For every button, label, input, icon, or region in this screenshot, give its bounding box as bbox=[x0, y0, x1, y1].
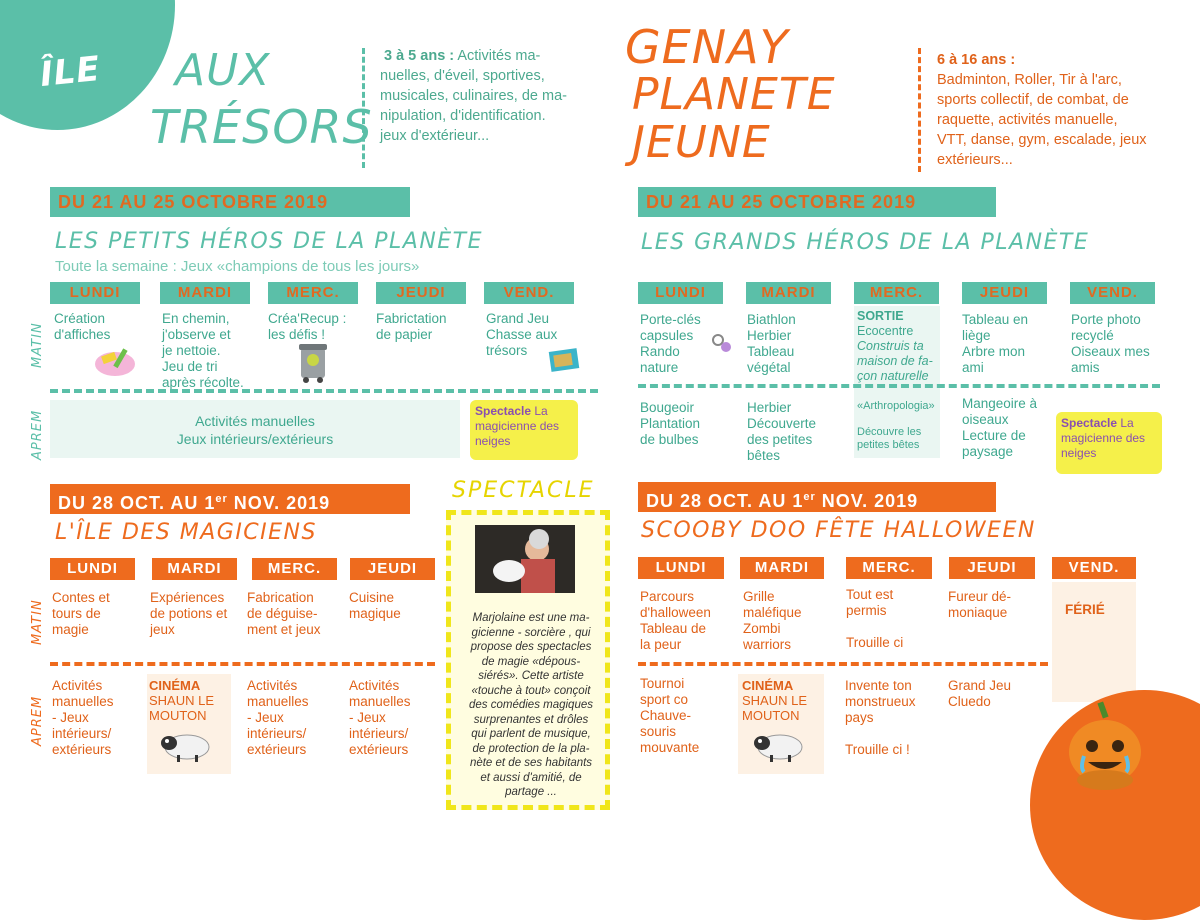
aprem-line: Jeux intérieurs/extérieurs bbox=[176, 431, 334, 447]
activity-line: nature bbox=[640, 360, 679, 375]
day-header: MERC. bbox=[854, 282, 939, 304]
subtitle2-left-week1: Toute la semaine : Jeux «champions de tous les jours» bbox=[55, 258, 420, 275]
date-band-left-week1: DU 21 AU 25 OCTOBRE 2019 bbox=[50, 187, 410, 217]
day-header: VEND. bbox=[1070, 282, 1155, 304]
date-band-right-week2 bbox=[638, 482, 996, 512]
activity-line: Porte-clés bbox=[640, 312, 701, 327]
cinema-label: CINÉMA bbox=[742, 678, 794, 693]
activity-line: j'observe et bbox=[162, 327, 231, 342]
activity-line: pays bbox=[845, 710, 874, 725]
activity-line: permis bbox=[846, 603, 887, 618]
date-band-right-week1: DU 21 AU 25 OCTOBRE 2019 bbox=[638, 187, 996, 217]
activity-cell bbox=[52, 678, 147, 758]
spectacle-heading: SPECTACLE bbox=[452, 478, 595, 503]
cinema-line: SHAUN LE bbox=[149, 693, 215, 708]
activity-line: Découvre les bbox=[857, 426, 922, 438]
intro-right-line: raquette, activités manuelle, bbox=[937, 112, 1118, 128]
activity-line: extérieurs bbox=[349, 742, 409, 757]
activity-line: liège bbox=[962, 328, 991, 343]
activity-line: Grille bbox=[743, 589, 775, 604]
spectacle-line: nète et de ses habitants bbox=[469, 757, 593, 769]
activity-line: je nettoie. bbox=[162, 343, 221, 358]
day-header: JEUDI bbox=[949, 557, 1035, 579]
title-tresors: TRÉSORS bbox=[150, 100, 373, 154]
matin-label: MATIN bbox=[30, 322, 45, 368]
activity-line: Oiseaux mes bbox=[1071, 344, 1150, 359]
spectacle-bold: Spectacle bbox=[1061, 416, 1118, 430]
activity-line: Trouille ci ! bbox=[845, 742, 910, 757]
day-header: MARDI bbox=[152, 558, 237, 580]
activity-line: Fabrication bbox=[247, 590, 314, 605]
activity-line: Activités bbox=[52, 678, 103, 693]
spectacle-text: La magicienne des neiges bbox=[475, 404, 560, 448]
activity-line: Activités bbox=[349, 678, 400, 693]
activity-line: bêtes bbox=[747, 448, 781, 463]
intro-bar-left bbox=[362, 48, 368, 168]
activity-line: jeux bbox=[150, 622, 175, 637]
activity-line: monstrueux bbox=[845, 694, 916, 709]
activity-line: Zombi bbox=[743, 621, 781, 636]
spectacle-line: Marjolaine est une ma- bbox=[472, 612, 590, 624]
activity-cell bbox=[640, 589, 740, 653]
dashed-divider bbox=[638, 662, 1048, 666]
title-aux: AUX bbox=[175, 45, 271, 96]
date-band-sup: er bbox=[215, 493, 228, 505]
day-header: MARDI bbox=[160, 282, 250, 304]
activity-line: capsules bbox=[640, 328, 694, 343]
activity-line: la peur bbox=[640, 637, 682, 652]
intro-left-line: nuelles, d'éveil, sportives, bbox=[380, 68, 545, 84]
intro-right bbox=[937, 50, 1187, 170]
subtitle-right-week1: LES GRANDS HÉROS DE LA PLANÈTE bbox=[641, 230, 1090, 255]
activity-line: paysage bbox=[962, 444, 1014, 459]
activity-line: - Jeux bbox=[349, 710, 386, 725]
activity-line: Tableau en bbox=[962, 312, 1029, 327]
intro-right-line: VTT, danse, gym, escalade, jeux bbox=[937, 132, 1147, 148]
activity-cell bbox=[247, 590, 347, 638]
activity-line: Mangeoire à bbox=[962, 396, 1038, 411]
cinema-cell bbox=[738, 674, 824, 774]
activity-line: trésors bbox=[486, 343, 528, 358]
intro-bar-right bbox=[918, 48, 924, 172]
date-band-sup: er bbox=[803, 491, 816, 503]
activity-cell bbox=[948, 678, 1043, 710]
spectacle-line: des comédies magiques bbox=[468, 699, 593, 711]
spectacle-line: de magie «dépous- bbox=[481, 655, 581, 668]
activity-line: Tableau de bbox=[640, 621, 707, 636]
activity-line: extérieurs bbox=[52, 742, 112, 757]
spectacle-line: propose des spectacles bbox=[470, 641, 592, 653]
activity-cell bbox=[846, 587, 936, 651]
aprem-line: Activités manuelles bbox=[195, 413, 315, 429]
activity-line: Bougeoir bbox=[640, 400, 695, 415]
activity-line: intérieurs/ bbox=[52, 726, 112, 741]
activity-line: Tournoi bbox=[640, 676, 685, 691]
activity-line: de potions et bbox=[150, 606, 228, 621]
activity-line bbox=[846, 619, 936, 635]
activity-cell bbox=[845, 678, 940, 758]
day-header: LUNDI bbox=[638, 557, 724, 579]
day-header: JEUDI bbox=[962, 282, 1047, 304]
spectacle-box-right bbox=[1056, 412, 1162, 474]
activity-line: Activités bbox=[247, 678, 298, 693]
aprem-label: APREM bbox=[30, 695, 45, 746]
dashed-divider bbox=[638, 384, 1160, 388]
day-header: MERC. bbox=[268, 282, 358, 304]
activity-line: Cluedo bbox=[948, 694, 991, 709]
intro-right-age: 6 à 16 ans : bbox=[937, 52, 1016, 68]
activity-line: de bulbes bbox=[640, 432, 699, 447]
activity-cell bbox=[52, 590, 147, 638]
title-planete: PLANETE bbox=[632, 69, 836, 120]
day-header: VEND. bbox=[1052, 557, 1136, 579]
activity-cell bbox=[349, 678, 439, 758]
activity-cell bbox=[162, 311, 262, 391]
activity-line: Ecocentre bbox=[857, 324, 914, 338]
intro-left-line: Activités ma- bbox=[457, 48, 541, 64]
activity-line: Trouille ci bbox=[846, 635, 904, 650]
activity-line: Grand Jeu bbox=[486, 311, 550, 326]
activity-line: Grand Jeu bbox=[948, 678, 1012, 693]
activity-line: tours de bbox=[52, 606, 101, 621]
spectacle-panel bbox=[446, 510, 610, 810]
activity-cell bbox=[948, 589, 1043, 621]
spectacle-line: de protection de la pla- bbox=[472, 742, 590, 755]
day-header: MERC. bbox=[846, 557, 932, 579]
spectacle-description bbox=[457, 611, 605, 800]
activity-line: sport co bbox=[640, 692, 689, 707]
activity-line: Invente ton bbox=[845, 678, 912, 693]
dashed-divider bbox=[50, 389, 598, 393]
intro-left-line: musicales, culinaires, de ma- bbox=[380, 88, 567, 104]
date-band-text: DU 28 OCT. AU 1 bbox=[58, 493, 216, 513]
activity-line: «Arthropologia» bbox=[857, 400, 935, 412]
activity-line: d'affiches bbox=[54, 327, 111, 342]
cinema-line: MOUTON bbox=[149, 708, 207, 723]
title-jeune: JEUNE bbox=[632, 117, 771, 168]
activity-line: Chasse aux bbox=[486, 327, 558, 342]
activity-line: Chauve- bbox=[640, 708, 692, 723]
cinema-label: CINÉMA bbox=[149, 678, 201, 693]
day-header: MARDI bbox=[740, 557, 824, 579]
keychain-icon bbox=[710, 332, 734, 354]
activity-line: extérieurs bbox=[247, 742, 307, 757]
activity-cell bbox=[743, 589, 833, 653]
activity-line: Cuisine bbox=[349, 590, 395, 605]
intro-left bbox=[380, 46, 600, 146]
activity-line: Contes et bbox=[52, 590, 110, 605]
activity-line: maléfique bbox=[743, 605, 802, 620]
activity-line: intérieurs/ bbox=[247, 726, 307, 741]
day-header: VEND. bbox=[484, 282, 574, 304]
activity-line: de déguise- bbox=[247, 606, 318, 621]
logo-word: ÎLE bbox=[38, 48, 103, 96]
activity-line: Tableau bbox=[747, 344, 795, 359]
activity-line: Tout est bbox=[846, 587, 894, 602]
ferie-cell bbox=[1052, 582, 1136, 702]
day-header: MERC. bbox=[252, 558, 337, 580]
spectacle-box-left bbox=[470, 400, 578, 460]
activity-line: amis bbox=[1071, 360, 1100, 375]
activity-line: Arbre mon bbox=[962, 344, 1026, 359]
spectacle-line: et aussi d'amitié, de bbox=[480, 771, 582, 784]
activity-cell bbox=[640, 400, 740, 448]
activity-line: végétal bbox=[747, 360, 791, 375]
activity-line: Lecture de bbox=[962, 428, 1026, 443]
activity-cell bbox=[747, 400, 847, 464]
activity-line: En chemin, bbox=[162, 311, 230, 326]
spectacle-text: La magicienne des neiges bbox=[1061, 416, 1146, 460]
activity-line: Rando bbox=[640, 344, 680, 359]
activity-line: Créa'Recup : bbox=[268, 311, 347, 326]
day-header: LUNDI bbox=[50, 558, 135, 580]
activity-cell bbox=[857, 309, 941, 384]
activity-line: Herbier bbox=[747, 400, 792, 415]
activity-line: souris bbox=[640, 724, 677, 739]
activity-cell bbox=[857, 400, 941, 452]
activity-line bbox=[845, 726, 940, 742]
activity-line: warriors bbox=[743, 637, 792, 652]
title-genay: GENAY bbox=[625, 20, 789, 74]
intro-right-line: sports collectif, de combat, de bbox=[937, 92, 1129, 108]
craft-supplies-icon bbox=[92, 344, 138, 378]
spectacle-line: siérés». Cette artiste bbox=[478, 670, 584, 682]
date-band-text: NOV. 2019 bbox=[815, 491, 919, 511]
spectacle-line: surprenantes et drôles bbox=[473, 713, 589, 726]
activity-line: Plantation bbox=[640, 416, 701, 431]
activity-line: recyclé bbox=[1071, 328, 1114, 343]
activity-line: moniaque bbox=[948, 605, 1008, 620]
treasure-map-icon bbox=[546, 346, 582, 374]
cinema-line: MOUTON bbox=[742, 708, 800, 723]
activity-line: intérieurs/ bbox=[349, 726, 409, 741]
activity-line: magie bbox=[52, 622, 89, 637]
date-band-text: NOV. 2019 bbox=[227, 493, 331, 513]
activity-line: ami bbox=[962, 360, 984, 375]
activity-cell bbox=[962, 396, 1062, 460]
activity-line: Parcours bbox=[640, 589, 695, 604]
day-header: JEUDI bbox=[350, 558, 435, 580]
activity-line: Création bbox=[54, 311, 106, 326]
activity-line: petites bêtes bbox=[857, 439, 920, 451]
activity-cell bbox=[1071, 312, 1181, 376]
date-band-left-week2 bbox=[50, 484, 410, 514]
spectacle-line: gicienne - sorcière , qui bbox=[471, 626, 591, 639]
activity-cell bbox=[54, 311, 154, 343]
spectacle-line: qui parlent de musique, bbox=[471, 728, 591, 740]
sheep-icon bbox=[157, 727, 217, 763]
aprem-label: APREM bbox=[30, 409, 45, 460]
intro-left-age: 3 à 5 ans : bbox=[384, 48, 455, 64]
activity-line: Biathlon bbox=[747, 312, 796, 327]
spectacle-line: «touche à tout» conçoit bbox=[471, 684, 591, 697]
intro-right-line: Badminton, Roller, Tir à l'arc, bbox=[937, 72, 1122, 88]
activity-line: maison de fa- bbox=[857, 354, 933, 368]
activity-line: Herbier bbox=[747, 328, 792, 343]
activity-line: magique bbox=[349, 606, 401, 621]
activity-line: de papier bbox=[376, 327, 433, 342]
activity-line: Fureur dé- bbox=[948, 589, 1012, 604]
activity-line: çon naturelle bbox=[857, 369, 929, 383]
activity-line: manuelles bbox=[349, 694, 411, 709]
spectacle-bold: Spectacle bbox=[475, 404, 532, 418]
activity-line: Expériences bbox=[150, 590, 225, 605]
day-header: LUNDI bbox=[638, 282, 723, 304]
day-header: LUNDI bbox=[50, 282, 140, 304]
activity-cell bbox=[640, 676, 735, 756]
day-header: MARDI bbox=[746, 282, 831, 304]
activity-line: SORTIE bbox=[857, 309, 904, 323]
subtitle-left-week1: LES PETITS HÉROS DE LA PLANÈTE bbox=[55, 229, 484, 254]
activity-line: oiseaux bbox=[962, 412, 1009, 427]
activity-line: Porte photo bbox=[1071, 312, 1141, 327]
activity-line: d'halloween bbox=[640, 605, 711, 620]
activity-line bbox=[857, 413, 941, 426]
subtitle-left-week2: L'ÎLE DES MAGICIENS bbox=[55, 520, 317, 545]
day-header: JEUDI bbox=[376, 282, 466, 304]
activity-cell bbox=[349, 590, 439, 622]
activity-cell bbox=[747, 312, 847, 376]
magician-photo bbox=[475, 525, 575, 593]
activity-cell bbox=[268, 311, 368, 343]
activity-line: les défis ! bbox=[268, 327, 326, 342]
activity-cell bbox=[247, 678, 342, 758]
activity-cell bbox=[962, 312, 1062, 376]
activity-line: après récolte. bbox=[162, 375, 244, 390]
activity-line: mouvante bbox=[640, 740, 700, 755]
sheep-icon bbox=[750, 727, 810, 763]
subtitle-right-week2: SCOOBY DOO FÊTE HALLOWEEN bbox=[641, 518, 1036, 543]
activity-line: des petites bbox=[747, 432, 813, 447]
activity-line: - Jeux bbox=[52, 710, 89, 725]
activity-line: Découverte bbox=[747, 416, 817, 431]
date-band-text: DU 28 OCT. AU 1 bbox=[646, 491, 804, 511]
intro-right-line: extérieurs... bbox=[937, 152, 1013, 168]
dashed-divider bbox=[50, 662, 435, 666]
matin-label: MATIN bbox=[30, 599, 45, 645]
activity-cell bbox=[376, 311, 476, 343]
activity-line: Fabrictation bbox=[376, 311, 447, 326]
activity-line: - Jeux bbox=[247, 710, 284, 725]
activity-line: Construis ta bbox=[857, 339, 924, 353]
activity-line: Jeu de tri bbox=[162, 359, 218, 374]
intro-left-line: nipulation, d'identification. bbox=[380, 108, 546, 124]
cinema-cell bbox=[147, 674, 231, 774]
pumpkin-icon bbox=[1062, 700, 1148, 794]
activity-line: ment et jeux bbox=[247, 622, 321, 637]
spectacle-line: partage ... bbox=[505, 786, 557, 798]
intro-left-line: jeux d'extérieur... bbox=[380, 128, 490, 144]
aprem-block-left bbox=[50, 400, 460, 458]
activity-line: manuelles bbox=[247, 694, 309, 709]
activity-cell bbox=[150, 590, 250, 638]
recycling-bin-icon bbox=[296, 340, 330, 384]
ferie-label: FÉRIÉ bbox=[1065, 602, 1105, 617]
cinema-line: SHAUN LE bbox=[742, 693, 808, 708]
activity-line: manuelles bbox=[52, 694, 114, 709]
